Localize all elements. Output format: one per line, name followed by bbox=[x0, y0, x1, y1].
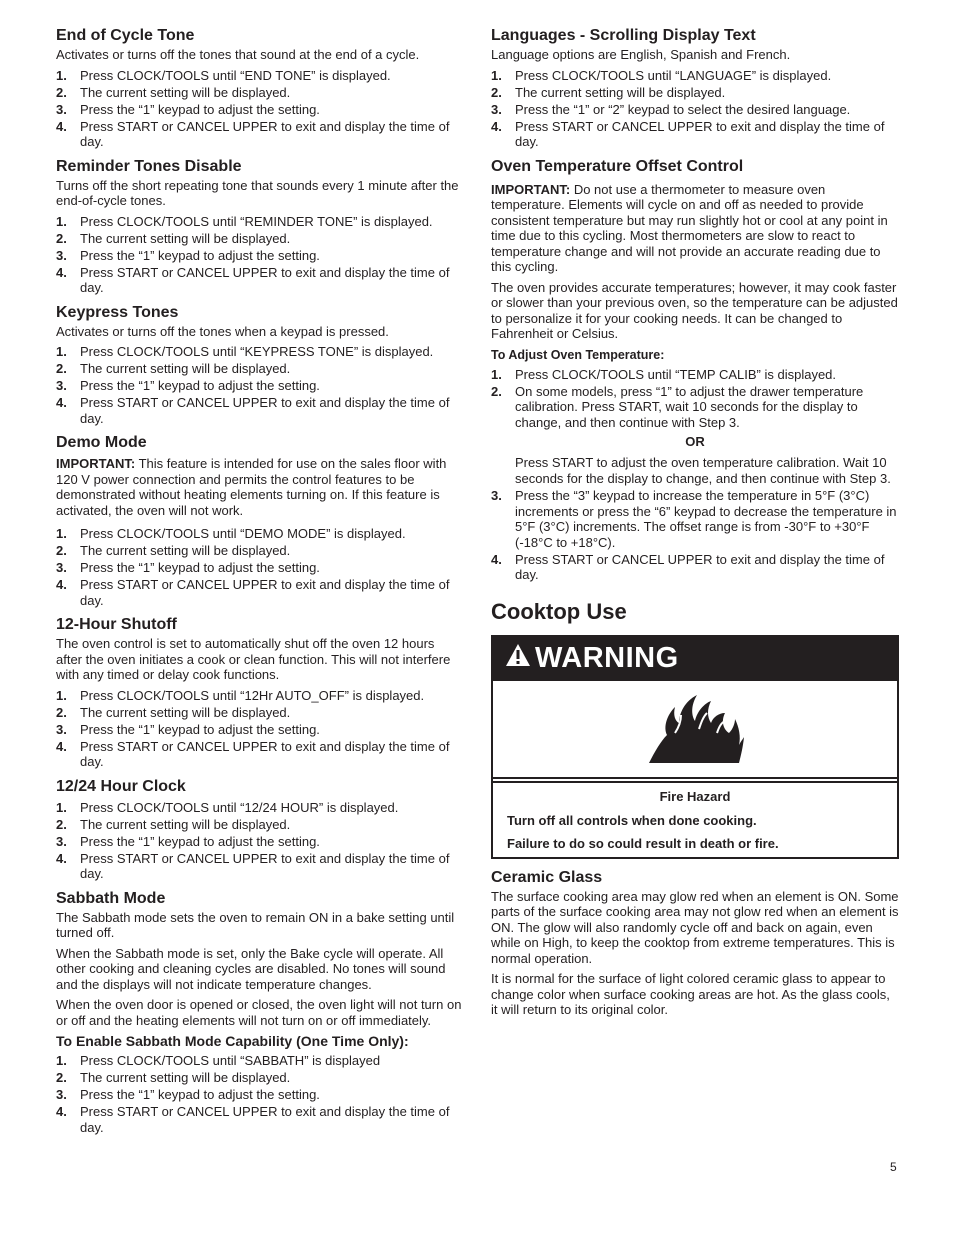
paragraph: It is normal for the surface of light colored ceramic glass to appear to change color when surface cooking areas are hot. As the glass cools, it will return to its original color. bbox=[491, 971, 890, 1017]
right-column bbox=[491, 26, 899, 1025]
paragraph: When the oven door is opened or closed, the oven light will not turn on or off and the heating elements will not turn on or off immediately. bbox=[56, 997, 462, 1028]
end-of-cycle-section bbox=[56, 26, 464, 150]
list-item: 1. Press CLOCK/TOOLS until “LANGUAGE” is displayed. bbox=[491, 67, 832, 83]
temp-offset-section bbox=[491, 157, 899, 583]
hazard-title: Fire Hazard bbox=[659, 788, 731, 804]
list-item: 1. Press CLOCK/TOOLS until “12/24 HOUR” is displayed. bbox=[56, 799, 399, 815]
reminder-tones-section bbox=[56, 157, 464, 296]
steps-list bbox=[491, 488, 899, 583]
demo-mode-section bbox=[56, 433, 464, 608]
section-intro: Language options are English, Spanish and French. bbox=[491, 47, 791, 62]
alt-step-text: Press START to adjust the oven temperature calibration. Wait 10 seconds for the display to change, and then continue with Step 3. bbox=[515, 455, 891, 486]
list-item: 2. The current setting will be displayed. bbox=[56, 1070, 291, 1085]
list-item: 2. The current setting will be displayed. bbox=[56, 704, 291, 720]
list-item: 4. Press START or CANCEL UPPER to exit and display the time of day. bbox=[491, 551, 885, 582]
list-item: 2. The current setting will be displayed. bbox=[56, 361, 291, 376]
paragraph: When the Sabbath mode is set, only the Bake cycle will operate. All other cooking and cleaning cycles are disabled. No tones will sound and the displays will not indicate temperature changes. bbox=[56, 945, 446, 992]
list-item: 4. Press START or CANCEL UPPER to exit and display the time of day. bbox=[491, 118, 885, 149]
ceramic-glass-section bbox=[491, 868, 899, 1018]
list-item: 2. The current setting will be displayed. bbox=[491, 84, 726, 100]
warning-header bbox=[493, 637, 897, 681]
list-item: 2. The current setting will be displayed. bbox=[56, 84, 291, 100]
section-title: Reminder Tones Disable bbox=[56, 157, 242, 175]
section-intro: Turns off the short repeating tone that sounds every 1 minute after the end-of-cycle tones. bbox=[56, 177, 459, 208]
fire-hazard-icon bbox=[493, 681, 897, 779]
steps-list bbox=[56, 68, 464, 150]
steps-list bbox=[56, 344, 464, 426]
list-item: 4. Press START or CANCEL UPPER to exit and display the time of day. bbox=[56, 1104, 450, 1135]
list-item: 1. Press CLOCK/TOOLS until “END TONE” is displayed. bbox=[56, 67, 391, 83]
list-item: 4. Press START or CANCEL UPPER to exit and display the time of day. bbox=[56, 577, 450, 608]
section-title: Demo Mode bbox=[56, 434, 147, 451]
list-item: 1. Press CLOCK/TOOLS until “TEMP CALIB” is displayed. bbox=[491, 366, 837, 382]
languages-section bbox=[491, 26, 899, 150]
list-item: 3. Press the “3” keypad to increase the temperature in 5°F (3°C) increments or press the “6” keypad to decrease the temperature in 5°F (3°C) increments. The offset range is from -30°F to +30°F (-18°C to +18°C). bbox=[491, 488, 897, 550]
list-item: 4. Press START or CANCEL UPPER to exit and display the time of day. bbox=[56, 850, 450, 881]
list-item: 3. Press the “1” or “2” keypad to select the desired language. bbox=[491, 101, 851, 117]
list-item: 1. Press CLOCK/TOOLS until “12Hr AUTO_OFF” is displayed. bbox=[56, 687, 425, 703]
important-note: IMPORTANT: This feature is intended for use on the sales floor with 120 V power connection and permits the control features to be demonstrated without heating elements turning on. If this feature is activated, the oven will not work. bbox=[56, 456, 447, 518]
list-item: 1. Press CLOCK/TOOLS until “SABBATH” is displayed bbox=[56, 1053, 381, 1068]
warning-line: Failure to do so could result in death or fire. bbox=[507, 835, 779, 851]
steps-list bbox=[56, 1053, 464, 1135]
section-title: Sabbath Mode bbox=[56, 889, 166, 907]
section-intro: Activates or turns off the tones that sound at the end of a cycle. bbox=[56, 47, 420, 62]
list-item: 4. Press START or CANCEL UPPER to exit and display the time of day. bbox=[56, 395, 450, 426]
section-title: Languages - Scrolling Display Text bbox=[491, 27, 756, 44]
sabbath-section bbox=[56, 889, 464, 1136]
left-column bbox=[56, 26, 464, 1142]
list-item: 3. Press the “1” keypad to adjust the setting. bbox=[56, 721, 320, 737]
steps-list bbox=[56, 526, 464, 608]
warning-line: Turn off all controls when done cooking. bbox=[507, 812, 757, 828]
list-item: 3. Press the “1” keypad to adjust the setting. bbox=[56, 833, 320, 849]
list-item: 2. The current setting will be displayed. bbox=[56, 816, 291, 832]
paragraph: The Sabbath mode sets the oven to remain ON in a bake setting until turned off. bbox=[56, 909, 455, 940]
steps-list bbox=[56, 688, 464, 770]
list-item: 4. Press START or CANCEL UPPER to exit and display the time of day. bbox=[56, 118, 450, 149]
section-title: End of Cycle Tone bbox=[56, 27, 195, 44]
list-item: 1. Press CLOCK/TOOLS until “DEMO MODE” is displayed. bbox=[56, 526, 406, 541]
warning-triangle-icon bbox=[505, 642, 535, 675]
section-intro: Activates or turns off the tones when a keypad is pressed. bbox=[56, 323, 389, 339]
clock-section bbox=[56, 777, 464, 882]
steps-list bbox=[56, 214, 464, 296]
important-note: IMPORTANT: Do not use a thermometer to measure oven temperature. Elements will cycle on and off as needed to provide consistent temperature but may run slightly hot or cool at any point in time due to this cycling. Most thermometers are slow to react to temperature change and will not provide an accurate reading due to this cycling. bbox=[491, 181, 888, 274]
steps-list bbox=[491, 68, 899, 150]
list-item: 3. Press the “1” keypad to adjust the setting. bbox=[56, 560, 320, 575]
page-number: 5 bbox=[890, 1160, 897, 1174]
list-item: 3. Press the “1” keypad to adjust the setting. bbox=[56, 101, 320, 117]
section-title: Ceramic Glass bbox=[491, 868, 603, 886]
list-item: 4. Press START or CANCEL UPPER to exit and display the time of day. bbox=[56, 264, 450, 295]
section-title: Oven Temperature Offset Control bbox=[491, 157, 744, 175]
paragraph: The surface cooking area may glow red when an element is ON. Some parts of the surface cooking area may not glow red when an element is ON. The glow will also randomly cycle off and back on again, even while on High, to keep the cooktop from extreme temperatures. This is normal operation. bbox=[491, 888, 899, 966]
section-intro: The oven control is set to automatically shut off the oven 12 hours after the oven initiates a cook or clean function. This will not interfere with any timed or delay cook functions. bbox=[56, 636, 451, 682]
steps-list bbox=[491, 367, 899, 431]
subheading: To Enable Sabbath Mode Capability (One Time Only): bbox=[56, 1033, 409, 1049]
section-title: 12/24 Hour Clock bbox=[56, 777, 186, 795]
shutoff-section bbox=[56, 615, 464, 770]
paragraph: The oven provides accurate temperatures; however, it may cook faster or slower than your previous oven, so the temperature can be adjusted to personalize it for your cooking needs. It can be changed to Fahrenheit or Celsius. bbox=[491, 279, 898, 341]
list-item: 3. Press the “1” keypad to adjust the setting. bbox=[56, 1087, 320, 1102]
list-item: 1. Press CLOCK/TOOLS until “KEYPRESS TONE” is displayed. bbox=[56, 344, 434, 359]
subheading: To Adjust Oven Temperature: bbox=[491, 347, 665, 362]
section-title: 12-Hour Shutoff bbox=[56, 616, 177, 633]
keypress-tones-section bbox=[56, 303, 464, 427]
list-item: 1. Press CLOCK/TOOLS until “REMINDER TONE” is displayed. bbox=[56, 213, 433, 229]
section-title: Keypress Tones bbox=[56, 303, 179, 321]
warning-label: WARNING bbox=[535, 642, 679, 674]
or-divider: OR bbox=[685, 434, 705, 449]
cooktop-use-heading: Cooktop Use bbox=[491, 598, 627, 624]
list-item: 2. The current setting will be displayed. bbox=[56, 543, 291, 558]
list-item: 3. Press the “1” keypad to adjust the setting. bbox=[56, 247, 320, 263]
warning-text bbox=[493, 781, 897, 857]
steps-list bbox=[56, 800, 464, 882]
list-item: 4. Press START or CANCEL UPPER to exit and display the time of day. bbox=[56, 738, 450, 769]
warning-box bbox=[491, 635, 899, 859]
list-item: 3. Press the “1” keypad to adjust the setting. bbox=[56, 378, 320, 393]
list-item: 2. On some models, press “1” to adjust the drawer temperature calibration. Press START, wait 10 seconds for the display to change, and then continue with Step 3. bbox=[491, 383, 864, 430]
list-item: 2. The current setting will be displayed. bbox=[56, 230, 291, 246]
